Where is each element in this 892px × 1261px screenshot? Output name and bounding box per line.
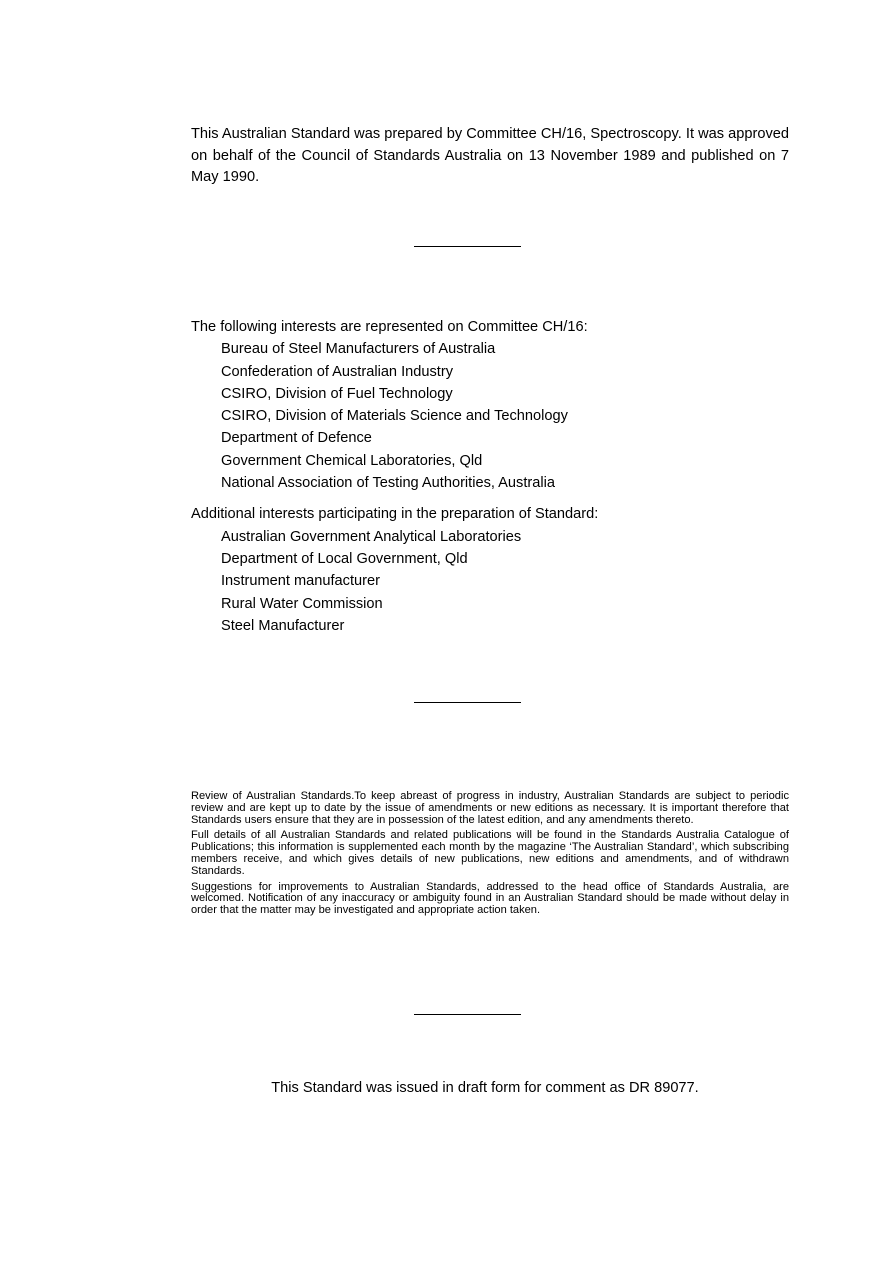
- additional-interests-list: [191, 526, 789, 637]
- section-divider: [414, 246, 521, 247]
- list-item: Instrument manufacturer: [221, 573, 380, 590]
- preparation-statement: [191, 124, 789, 189]
- preparation-text: This Australian Standard was prepared by Committee CH/16, Spectroscopy. It was approved on behalf of the Council of Standards Australia on 13 November 1989 and published on 7 May 1990.: [191, 126, 789, 185]
- list-item: Government Chemical Laboratories, Qld: [221, 452, 483, 469]
- list-item: Steel Manufacturer: [221, 617, 345, 634]
- list-item: Rural Water Commission: [221, 595, 383, 612]
- section-divider: [414, 702, 521, 703]
- list-item: CSIRO, Division of Materials Science and Technology: [221, 408, 568, 425]
- list-item: Department of Local Government, Qld: [221, 550, 468, 567]
- review-paragraph: Full details of all Australian Standards and related publications will be found in the Standards Australia Catalogue of Publications; this information is supplemented each month by the magazine ‘The Australian Standard’, which subscribing members receive, and which gives details of new publications, new editions and amendments, and of withdrawn Standards.: [191, 829, 789, 877]
- list-item: Confederation of Australian Industry: [221, 363, 454, 380]
- section-divider: [414, 1014, 521, 1015]
- list-item: CSIRO, Division of Fuel Technology: [221, 385, 453, 402]
- interests-list: [191, 338, 789, 494]
- review-paragraph: Suggestions for improvements to Australian Standards, addressed to the head office of Standards Australia, are welcomed. Notification of any inaccuracy or ambiguity found in an Australian Standard should be made without delay in order that the matter may be investigated and appropriate action taken.: [191, 880, 789, 917]
- list-item: Australian Government Analytical Laboratories: [221, 528, 522, 545]
- list-item: National Association of Testing Authorities, Australia: [221, 475, 555, 492]
- committee-interests-section: [191, 316, 789, 637]
- interests-heading: The following interests are represented on Committee CH/16:: [191, 319, 588, 335]
- review-paragraph: Review of Australian Standards.To keep abreast of progress in industry, Australian Standards are subject to periodic review and are kept up to date by the issue of amendments or new editions as necessary. It is important therefore that Standards users ensure that they are in possession of the latest edition, and any amendments thereto.: [191, 790, 789, 826]
- review-notice: [191, 791, 789, 921]
- list-item: Bureau of Steel Manufacturers of Australia: [221, 341, 496, 358]
- additional-interests-heading: Additional interests participating in the preparation of Standard:: [191, 506, 599, 523]
- draft-notice: This Standard was issued in draft form for comment as DR 89077.: [271, 1080, 699, 1096]
- list-item: Department of Defence: [221, 430, 372, 447]
